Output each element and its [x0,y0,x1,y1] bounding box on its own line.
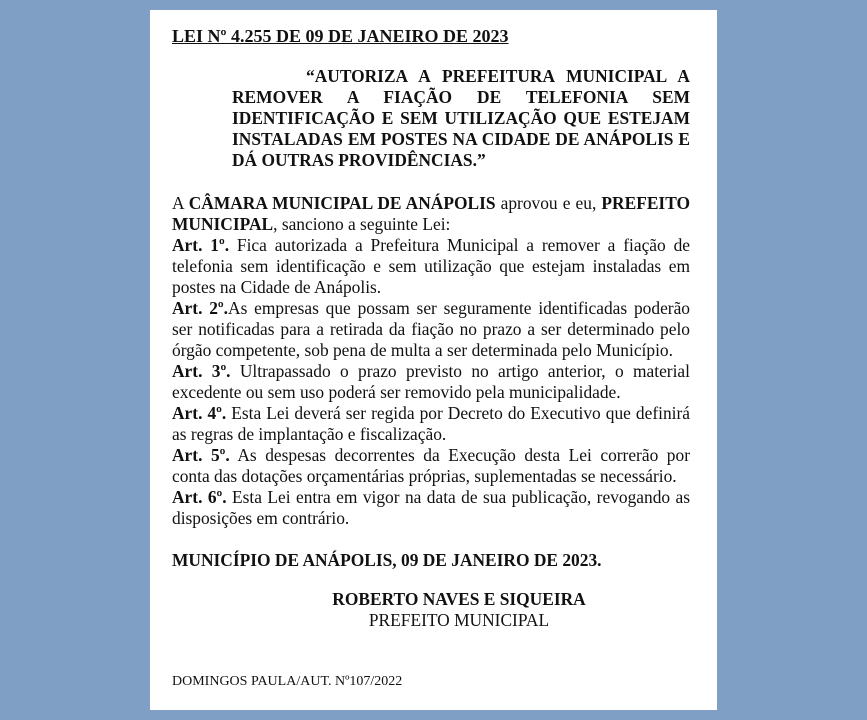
article-2 [172,298,690,361]
closing-line: MUNICÍPIO DE ANÁPOLIS, 09 DE JANEIRO DE 2023. [172,550,602,570]
signatory-name: ROBERTO NAVES E SIQUEIRA [332,589,586,609]
article-label: Art. 2º. [172,298,229,318]
article-1 [172,235,690,298]
camara-name: CÂMARA MUNICIPAL DE ANÁPOLIS [188,193,496,213]
preamble [172,193,690,235]
article-text: Ultrapassado o prazo previsto no artigo anterior, o material excedente ou sem uso poderá ser removido pela municipalidade. [172,361,690,402]
preamble-text-2: aprovou e eu, [495,193,602,213]
article-text: Esta Lei deverá ser regida por Decreto do Executivo que definirá as regras de implantação e fiscalização. [172,403,690,444]
preamble-text-3: , sanciono a seguinte Lei: [273,214,451,234]
signature-block [172,589,690,631]
article-label: Art. 5º. [172,445,230,465]
document-content [172,24,690,631]
article-text: As despesas decorrentes da Execução desta Lei correrão por conta das dotações orçamentárias próprias, suplementadas se necessário. [172,445,690,486]
article-5 [172,445,690,487]
law-summary: “AUTORIZA A PREFEITURA MUNICIPAL A REMOVER A FIAÇÃO DE TELEFONIA SEM IDENTIFICAÇÃO E SEM UTILIZAÇÃO QUE ESTEJAM INSTALADAS EM POSTES NA CIDADE DE ANÁPOLIS E DÁ OUTRAS PROVIDÊNCIAS.” [232,66,690,170]
article-4 [172,403,690,445]
article-text: Esta Lei entra em vigor na data de sua publicação, revogando as disposições em contrário. [172,487,690,528]
prefeito-title: PREFEITO MUNICIPAL [172,193,691,234]
article-label: Art. 4º. [172,403,227,423]
signatory-role: PREFEITO MUNICIPAL [368,610,550,630]
article-label: Art. 6º. [172,487,227,507]
article-6 [172,487,690,529]
article-text: As empresas que possam ser seguramente identificadas poderão ser notificadas para a retirada da fiação no prazo a ser determinado pelo órgão competente, sob pena de multa a ser determinada pelo Município. [172,298,690,360]
preamble-text-1: A [172,193,189,213]
article-text: Fica autorizada a Prefeitura Municipal a remover a fiação de telefonia sem identificação e sem utilização que estejam instaladas em postes na Cidade de Anápolis. [172,235,690,297]
document-page [150,10,717,710]
law-title: LEI Nº 4.255 DE 09 DE JANEIRO DE 2023 [172,26,509,46]
law-body [172,193,690,529]
article-label: Art. 3º. [172,361,231,381]
article-label: Art. 1º. [172,235,230,255]
footer-reference: DOMINGOS PAULA/AUT. Nº107/2022 [172,674,403,689]
article-3 [172,361,690,403]
